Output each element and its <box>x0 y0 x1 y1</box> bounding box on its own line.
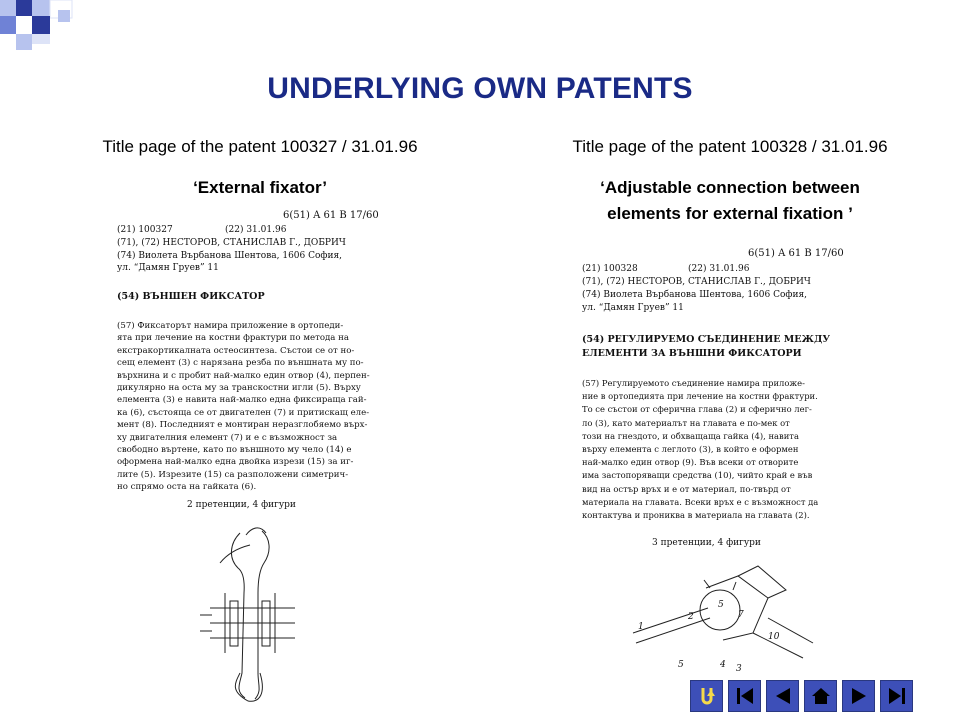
right-heading-line1: (54) РЕГУЛИРУЕМО СЪЕДИНЕНИЕ МЕЖДУ <box>582 334 831 345</box>
right-subtitle-line1: ‘Adjustable connection between <box>600 178 860 197</box>
left-heading: (54) ВЪНШЕН ФИКСАТОР <box>117 291 265 302</box>
first-slide-button[interactable] <box>728 680 761 712</box>
right-subtitle-line2: elements for external fixation ’ <box>607 204 853 223</box>
left-meta-74a: (74) Виолета Върбанова Шентова, 1606 София, <box>117 251 343 261</box>
abstract-line: ята при лечение на костни фрактури по метода на <box>117 333 350 344</box>
return-button[interactable] <box>690 680 723 712</box>
figure-label-2: 2 <box>688 612 694 622</box>
abstract-line: мент (8). Последният е монтиран неразглобяемо върх- <box>117 420 368 431</box>
previous-slide-icon <box>771 684 795 708</box>
right-heading-line2: ЕЛЕМЕНТИ ЗА ВЪНШНИ ФИКСАТОРИ <box>582 348 802 359</box>
right-patent-scan <box>580 240 860 674</box>
right-meta-22: (22) 31.01.96 <box>688 264 750 274</box>
abstract-line: свободно въртене, като по външното му чело (14) е <box>117 445 352 455</box>
slide-title: UNDERLYING OWN PATENTS <box>267 72 693 105</box>
left-claims: 2 претенции, 4 фигури <box>187 500 296 510</box>
abstract-line: ние в ортопедията при лечение на костни фрактури. <box>582 391 818 402</box>
home-button[interactable] <box>804 680 837 712</box>
abstract-line: ху двигателния елемент (7) и е с възможност за <box>117 432 338 443</box>
abstract-line: дикулярно на оста му за транскостни игли (5). Върху <box>117 383 361 393</box>
abstract-line: сещ елемент (3) с нарязана резба по външната му по- <box>117 358 364 369</box>
right-subtitle <box>525 175 935 227</box>
abstract-line: този на гнездото, и обхващаща гайка (4), навита <box>582 430 799 441</box>
abstract-line: най-малко един отвор (9). Във всеки от отворите <box>582 457 799 468</box>
abstract-line: има застопоряващи средства (10), чийто край е във <box>582 470 813 481</box>
abstract-line: върху елемента с леглото (3), в който е оформен <box>582 444 799 454</box>
left-meta-74b: ул. “Дамян Груев” 11 <box>117 263 219 273</box>
right-patent-figure <box>628 558 818 668</box>
abstract-line: То се състои от сферична глава (2) и сферично лег- <box>582 404 812 415</box>
left-meta-22: (22) 31.01.96 <box>225 225 287 235</box>
left-patent-figure <box>200 523 320 703</box>
right-claims: 3 претенции, 4 фигури <box>652 538 761 548</box>
right-meta-74a: (74) Виолета Върбанова Шентова, 1606 София, <box>582 290 808 300</box>
last-slide-button[interactable] <box>880 680 913 712</box>
left-header-code: 6(51) A 61 B 17/60 <box>283 210 379 221</box>
next-slide-icon <box>847 684 871 708</box>
right-header-code: 6(51) A 61 B 17/60 <box>748 248 844 259</box>
figure-label-10: 10 <box>768 632 780 642</box>
right-meta-71: (71), (72) НЕСТОРОВ, СТАНИСЛАВ Г., ДОБРИЧ <box>582 277 811 287</box>
abstract-line: елемента (3) е навита най-малко една фиксираща гай- <box>117 395 367 406</box>
left-subtitle: ‘External fixator’ <box>193 178 327 197</box>
abstract-line: но спрямо оста на гайката (6). <box>117 482 257 493</box>
abstract-line: (57) Регулируемото съединение намира приложе- <box>582 378 805 388</box>
slide-navigation <box>690 680 913 712</box>
left-caption: Title page of the patent 100327 / 31.01.96 <box>102 137 418 156</box>
abstract-line: ло (3), като материалът на главата е по-мек от <box>582 417 790 428</box>
home-icon <box>809 684 833 708</box>
abstract-line: оформена най-малко една двойка изрези (15) за иг- <box>117 457 354 468</box>
figure-label-7: 7 <box>738 610 744 620</box>
left-patent-scan <box>115 205 395 705</box>
figure-label-1: 1 <box>638 622 644 632</box>
corner-decoration <box>0 0 80 60</box>
abstract-line: ка (6), състояща се от двигателен (7) и притискащ еле- <box>117 407 370 418</box>
figure-label-3: 3 <box>736 664 742 674</box>
abstract-line: екстракортикалната остеосинтеза. Състои се от но- <box>117 345 355 356</box>
next-slide-button[interactable] <box>842 680 875 712</box>
first-slide-icon <box>733 684 757 708</box>
figure-label-5: 5 <box>718 600 724 610</box>
abstract-line: (57) Фиксаторът намира приложение в ортопеди- <box>117 321 344 331</box>
abstract-line: вид на остър връх и е от материал, по-твърд от <box>582 483 791 494</box>
left-meta-71: (71), (72) НЕСТОРОВ, СТАНИСЛАВ Г., ДОБРИЧ <box>117 238 346 248</box>
previous-slide-button[interactable] <box>766 680 799 712</box>
right-meta-21: (21) 100328 <box>582 264 638 274</box>
abstract-line: контактува и прониква в материала на главата (2). <box>582 510 810 520</box>
right-meta-74b: ул. “Дамян Груев” 11 <box>582 303 684 313</box>
return-icon <box>695 684 719 708</box>
abstract-line: материала на главата. Всеки връх е с възможност да <box>582 496 819 507</box>
figure-label-5b: 5 <box>678 660 684 670</box>
left-meta-21: (21) 100327 <box>117 225 173 235</box>
last-slide-icon <box>885 684 909 708</box>
figure-label-4: 4 <box>720 660 726 670</box>
abstract-line: върхнина и с пробит най-малко един отвор (4), перпен- <box>117 370 370 381</box>
right-caption: Title page of the patent 100328 / 31.01.96 <box>572 137 888 156</box>
abstract-line: лите (5). Изрезите (15) са разположени симетрич- <box>117 469 349 480</box>
